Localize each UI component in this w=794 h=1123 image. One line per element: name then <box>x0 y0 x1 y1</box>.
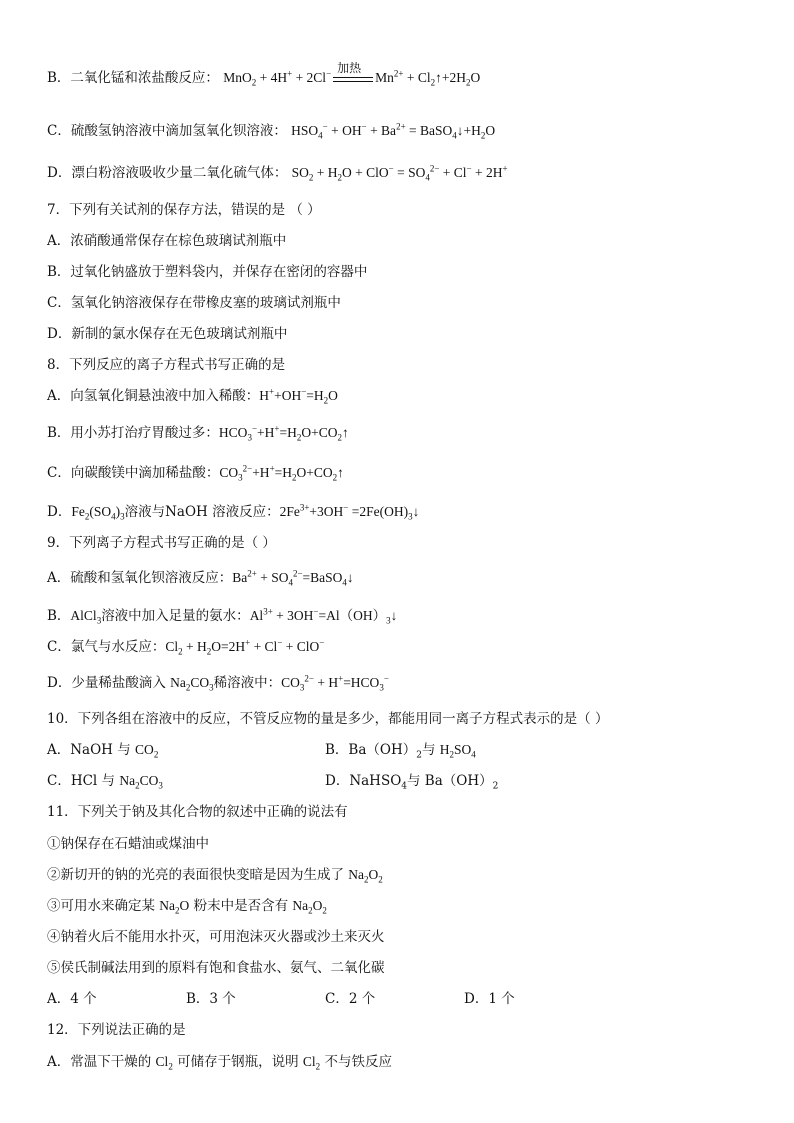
q6-d-equation: $SO_2 + H_2O + ClO^- = SO_4^{2-} + Cl^- + 2H^+$ <box>291 163 508 183</box>
q10-stem: 10．下列各组在溶液中的反应，不管反应物的量是多少，都能用同一离子方程式表示的是（ ） <box>47 711 609 727</box>
q11-option-d: D．1 个 <box>464 991 515 1007</box>
q10-option-a: A．NaOH 与 $CO_2$ <box>47 742 159 760</box>
q9-option-a: A．硫酸和氢氧化钡溶液反应：$Ba^{2+}$ + $SO_4^{2-}=BaSO_4↓$ <box>47 568 354 588</box>
q12-stem: 12．下列说法正确的是 <box>47 1022 186 1038</box>
q11-statement-5: ⑤侯氏制碱法用到的原料有饱和食盐水、氨气、二氧化碳 <box>47 960 385 976</box>
q9-option-c: C．氯气与水反应：$Cl_2 + H_2O=2H^+ + Cl^- + ClO^-$ <box>47 637 325 657</box>
q7-option-a: A．浓硝酸通常保存在棕色玻璃试剂瓶中 <box>47 233 287 249</box>
q6-b-equation: MnO$_2$ + 4H+ + 2Cl− 加热 $Mn^{2+}$ + $Cl_2↑+2H_2O$ <box>223 60 481 88</box>
q6-option-d: D．漂白粉溶液吸收少量二氧化硫气体： $SO_2 + H_2O + ClO^- = SO_4^{2-} + Cl^- + 2H^+$ <box>47 163 508 183</box>
q7-option-d: D．新制的氯水保存在无色玻璃试剂瓶中 <box>47 326 288 342</box>
q9-stem: 9．下列离子方程式书写正确的是（ ） <box>47 535 276 551</box>
q6-option-b: B．二氧化锰和浓盐酸反应： MnO$_2$ + 4H+ + 2Cl− 加热 $Mn^{2+}$ + $Cl_2↑+2H_2O$ <box>47 60 481 88</box>
q11-statement-4: ④钠着火后不能用水扑灭，可用泡沫灭火器或沙土来灭火 <box>47 929 385 945</box>
q7-option-c: C．氢氧化钠溶液保存在带橡皮塞的玻璃试剂瓶中 <box>47 295 341 311</box>
q11-statement-1: ①钠保存在石蜡油或煤油中 <box>47 836 209 852</box>
q7-stem: 7．下列有关试剂的保存方法，错误的是 （ ） <box>47 202 321 218</box>
q10-option-d: D．NaHSO$_4$与 $Ba(OH)_2$ <box>325 773 499 792</box>
q11-option-b: B．3 个 <box>186 991 236 1007</box>
q8-option-d: D．$Fe_2(SO_4)_3$溶液与NaOH 溶液反应：$2Fe^{3+}+3OH^-$ $=2Fe(OH)_3↓$ <box>47 502 420 522</box>
q6-option-c: C．硫酸氢钠溶液中滴加氢氧化钡溶液： $HSO_4^- + OH^- + Ba^{2+}$ = $BaSO_4↓+H_2O$ <box>47 121 496 141</box>
q9-option-b: B．AlCl$_3$溶液中加入足量的氨水：$Al^{3+}$ + $3OH^-=Al(OH)_3↓$ <box>47 606 398 626</box>
q11-statement-3: ③可用水来确定某 $Na_2O$ 粉末中是否含有 $Na_2O_2$ <box>47 898 327 916</box>
q10-option-c: C．HCl 与 $Na_2CO_3$ <box>47 773 163 791</box>
q10-option-b: B．$Ba(OH)_2$与 $H_2SO_4$ <box>325 742 476 761</box>
q11-statement-2: ②新切开的钠的光亮的表面很快变暗是因为生成了 $Na_2O_2$ <box>47 867 383 885</box>
q11-stem: 11．下列关于钠及其化合物的叙述中正确的说法有 <box>47 804 348 820</box>
q11-option-a: A．4 个 <box>47 991 97 1007</box>
q8-stem: 8．下列反应的离子方程式书写正确的是 <box>47 357 286 373</box>
q8-option-b: B．用小苏打治疗胃酸过多：$HCO_3^-+H^+=H_2O+CO_2↑$ <box>47 423 349 443</box>
q11-option-c: C．2 个 <box>325 991 376 1007</box>
q12-option-a: A．常温下干燥的 $Cl_2$ 可储存于钢瓶，说明 $Cl_2$ 不与铁反应 <box>47 1054 392 1072</box>
heating-condition: 加热 <box>333 72 373 86</box>
q8-option-c: C．向碳酸镁中滴加稀盐酸：$CO_3^{2-}+H^+=H_2O+CO_2↑$ <box>47 463 344 483</box>
q7-option-b: B．过氧化钠盛放于塑料袋内，并保存在密闭的容器中 <box>47 264 368 280</box>
q6-c-equation: $HSO_4^- + OH^- + Ba^{2+}$ = $BaSO_4↓+H_2O$ <box>291 121 496 141</box>
q8-option-a: A．向氢氧化铜悬浊液中加入稀酸：$H^++OH^-=H_2O$ <box>47 386 338 406</box>
q9-option-d: D．少量稀盐酸滴入 $Na_2CO_3$稀溶液中：$CO_3^{2-} + H^+=HCO_3^-$ <box>47 673 389 693</box>
